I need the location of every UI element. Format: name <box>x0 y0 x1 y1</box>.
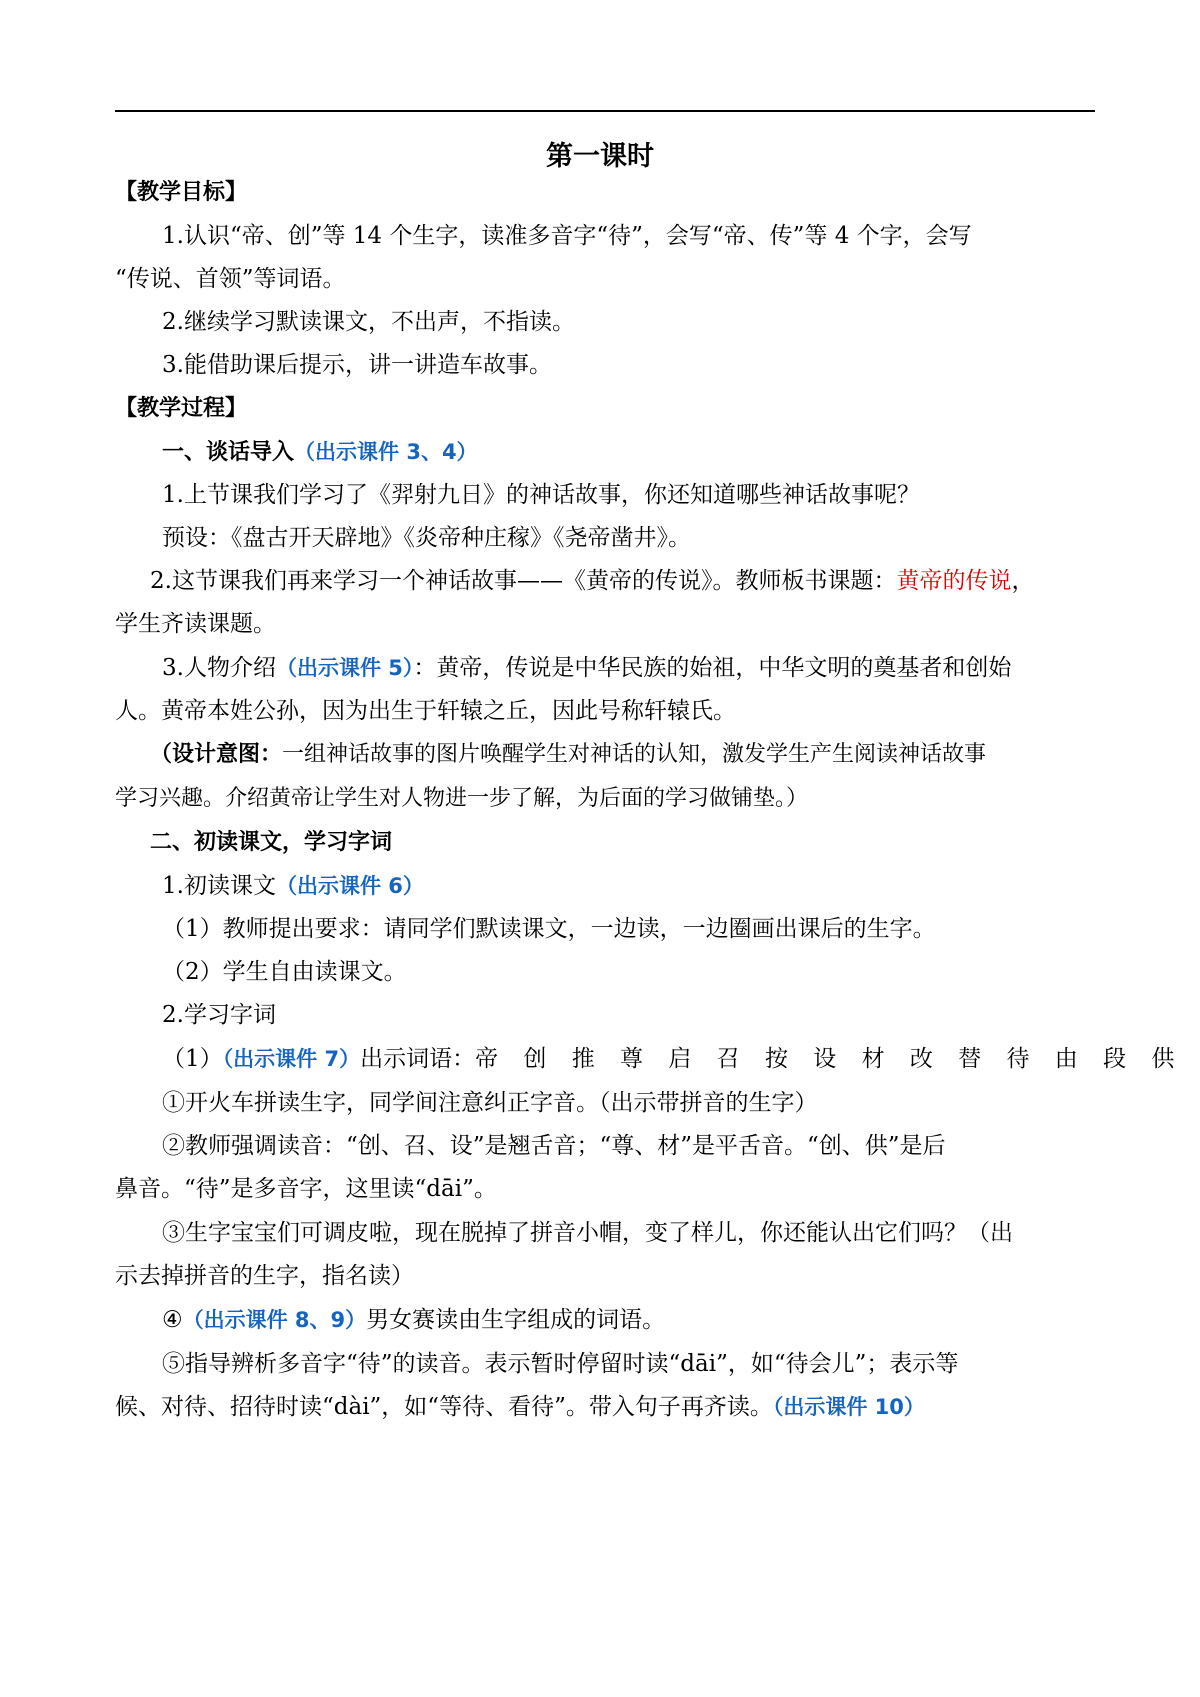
courseware-ref: （出示课件 8、9） <box>182 1308 367 1332</box>
courseware-ref: （出示课件 5） <box>275 656 414 680</box>
courseware-ref: （出示课件 10） <box>772 1395 925 1419</box>
section-2-p3: （2）学生自由读课文。 <box>162 959 407 985</box>
goal-1-line-2: “传说、首领”等词语。 <box>115 266 346 292</box>
step-1: ①开火车拼读生字，同学间注意纠正字音。（出示带拼音的生字） <box>162 1090 818 1116</box>
goal-2: 2.继续学习默读课文，不出声，不指读。 <box>162 309 575 335</box>
step-2-line-2: 鼻音。“待”是多音字，这里读“dāi”。 <box>115 1176 497 1202</box>
section-1-p2: 预设：《盘古开天辟地》《炎帝种庄稼》《尧帝凿井》。 <box>162 525 691 551</box>
design-text: 一组神话故事的图片唤醒学生对神话的认知，激发学生产生阅读神话故事 <box>282 742 987 767</box>
board-title: 黄帝的传说 <box>896 568 1012 594</box>
section-2-p2: （1）教师提出要求：请同学们默读课文，一边读，一边圈画出课后的生字。 <box>162 916 936 942</box>
header-rule <box>115 110 1095 112</box>
section-2-p1 <box>162 869 424 903</box>
courseware-ref: （出示课件 6） <box>275 874 424 898</box>
p3-punct: ， <box>1011 568 1035 594</box>
design-intent-line-2: 学习兴趣。介绍黄帝让学生对人物进一步了解，为后面的学习做铺垫。） <box>115 786 809 811</box>
new-characters: 帝 创 推 尊 启 召 按 设 材 改 替 待 由 段 供 <box>475 1046 1184 1072</box>
goals-heading: 【教学目标】 <box>115 180 248 205</box>
section-1-p1: 1.上节课我们学习了《羿射九日》的神话故事，你还知道哪些神话故事呢？ <box>162 482 920 508</box>
step-4-text: 男女赛读由生字组成的词语。 <box>366 1307 666 1333</box>
section-1-heading <box>162 435 478 470</box>
section-1-p3-line-2: 学生齐读课题。 <box>115 611 276 637</box>
p4-text: 3.人物介绍 <box>162 655 276 681</box>
step-3-line-1: ③生字宝宝们可调皮啦，现在脱掉了拼音小帽，变了样儿，你还能认出它们吗？（出 <box>162 1220 1013 1246</box>
step-5-line-2 <box>115 1390 925 1424</box>
p5-text: 出示词语： <box>360 1046 476 1072</box>
section-2-p4: 2.学习字词 <box>162 1002 276 1028</box>
design-label: （设计意图： <box>150 742 283 767</box>
section-2-title: 二、初读课文，学习字词 <box>150 830 393 855</box>
section-1-title: 一、谈话导入 <box>162 440 295 465</box>
step-5-text: 候、对待、招待时读“dài”，如“等待、看待”。带入句子再齐读。 <box>115 1394 773 1420</box>
step-4 <box>162 1303 665 1337</box>
p4-text-2: ：黄帝，传说是中华民族的始祖，中华文明的奠基者和创始 <box>413 655 1012 681</box>
p5-num: （1） <box>162 1046 223 1072</box>
design-intent-line-1 <box>150 738 986 772</box>
courseware-ref: （出示课件 3、4） <box>294 440 478 464</box>
process-heading: 【教学过程】 <box>115 396 248 421</box>
goal-3: 3.能借助课后提示，讲一讲造车故事。 <box>162 352 552 378</box>
page-title: 第一课时 <box>546 141 654 172</box>
step-2-line-1: ②教师强调读音：“创、召、设”是翘舌音；“尊、材”是平舌音。“创、供”是后 <box>162 1133 946 1159</box>
section-2-p5 <box>162 1042 1183 1076</box>
step-5-line-1: ⑤指导辨析多音字“待”的读音。表示暂时停留时读“dāi”，如“待会儿”；表示等 <box>162 1351 959 1377</box>
section-1-p4-line-1 <box>162 651 1011 685</box>
step-4-num: ④ <box>162 1307 183 1333</box>
step-3-line-2: 示去掉拼音的生字，指名读） <box>115 1263 414 1289</box>
goal-1-line-1: 1.认识“帝、创”等 14 个生字，读准多音字“待”，会写“帝、传”等 4 个字，会写 <box>162 223 972 249</box>
section-1-p3-line-1 <box>150 564 1034 598</box>
section-1-p4-line-2: 人。黄帝本姓公孙，因为出生于轩辕之丘，因此号称轩辕氏。 <box>115 698 736 724</box>
p1-text: 1.初读课文 <box>162 873 276 899</box>
courseware-ref: （出示课件 7） <box>222 1047 361 1071</box>
p3-text: 2.这节课我们再来学习一个神话故事——《黄帝的传说》。教师板书课题： <box>150 568 897 594</box>
